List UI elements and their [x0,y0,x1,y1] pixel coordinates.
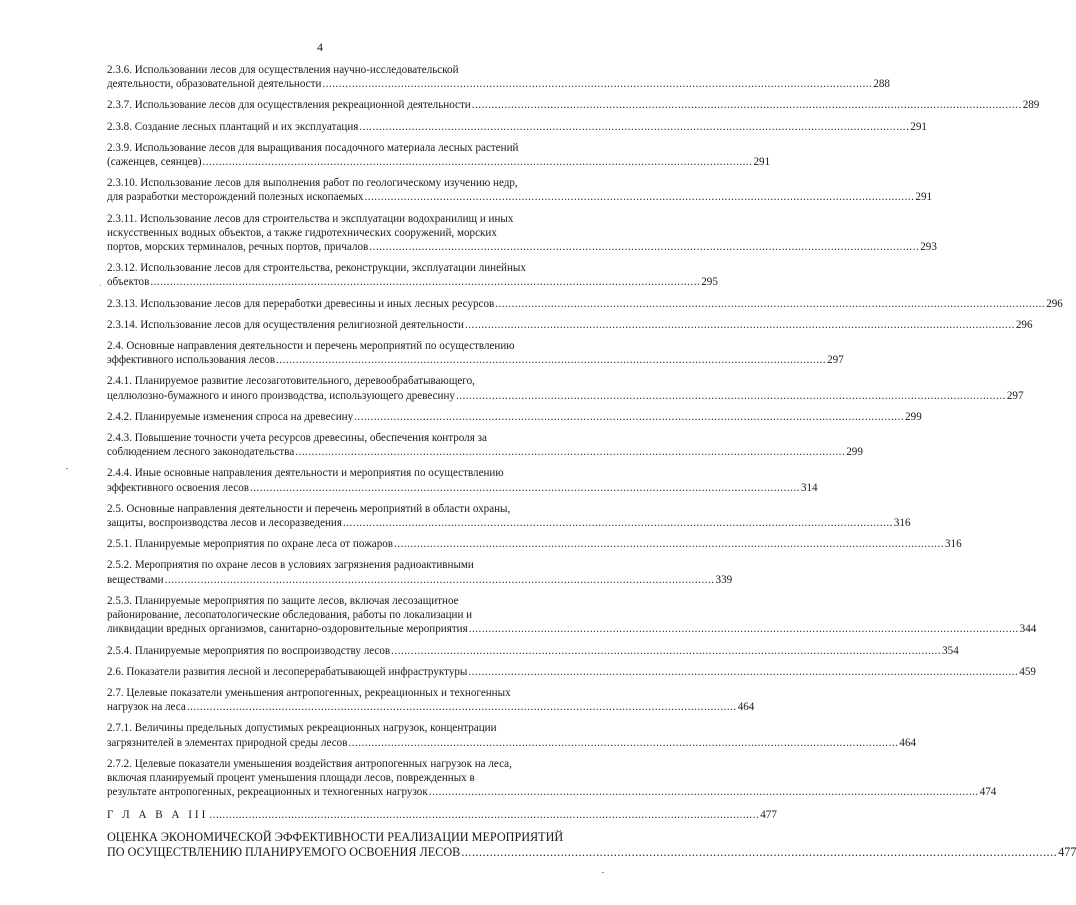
dot-leader [394,537,944,551]
toc-entry-text-line: 2.4.2. Планируемые изменения спроса на древесину [107,410,354,423]
toc-page-number: 344 [1019,623,1037,636]
toc-entry[interactable] [107,686,755,714]
toc-page-number: 316 [893,517,911,530]
toc-leader-line [107,155,771,169]
toc-page-number: 291 [915,191,933,204]
dot-leader [322,77,872,91]
toc-page-number: 291 [910,120,927,133]
toc-page-number: 464 [899,736,917,749]
toc-entry-text-line: 2.3.11. Использование лесов для строительства и эксплуатации водохранилищ и иных [107,212,514,225]
toc-entry-text-line: 2.4. Основные направления деятельности и перечень мероприятий по осуществлению [107,340,515,353]
toc-entry-text-line: 2.5.2. Мероприятия по охране лесов в условиях загрязнения радиоактивными [107,559,474,572]
dot-leader [343,516,893,530]
toc-entry-text-line: эффективного использования лесов [107,354,276,367]
toc-entry[interactable] [107,466,818,494]
dot-leader [465,318,1015,332]
scan-speck [100,285,101,286]
toc-leader-line [107,240,937,254]
dot-leader [150,275,700,289]
toc-page-number: 314 [800,481,818,494]
dot-leader [369,240,919,254]
dot-leader [359,120,909,134]
toc-page-number: 295 [701,276,718,289]
toc-entry[interactable] [107,318,1033,332]
toc-entry[interactable] [107,98,1040,112]
dot-leader [468,665,1018,679]
dot-leader [429,785,979,799]
toc-page-number: 293 [920,241,937,254]
dot-leader [276,353,826,367]
toc-entry[interactable] [107,502,911,530]
toc-entry-text-line: 2.3.8. Создание лесных плантаций и их эксплуатация [107,120,359,133]
toc-leader-line [107,190,933,204]
toc-leader-line [107,120,927,134]
scan-speck [66,468,68,469]
toc-entry-text-line: соблюдением лесного законодательства [107,446,295,459]
toc-entry-text-line: веществами [107,573,164,586]
dot-leader [391,644,941,658]
toc-leader-line [107,318,1033,332]
toc-leader-line [107,275,718,289]
table-of-contents [107,63,1076,867]
dot-leader [203,155,753,169]
toc-leader-line [107,297,1063,311]
toc-final-entry[interactable] [107,829,1076,860]
toc-entry-text-line: 2.7.2. Целевые показатели уменьшения воздействия антропогенных нагрузок на леса, [107,757,512,770]
chapter-label: Г Л А В А III [107,809,209,822]
toc-entry-text-line: 2.5.1. Планируемые мероприятия по охране леса от пожаров [107,538,394,551]
toc-entry-text-line: 2.3.13. Использование лесов для переработки древесины и иных лесных ресурсов [107,297,495,310]
toc-page-number: 291 [753,156,771,169]
toc-leader-line [107,844,1076,860]
toc-leader-line [107,736,917,750]
toc-page-number: 299 [846,446,863,459]
toc-entry-text-line: ОЦЕНКА ЭКОНОМИЧЕСКОЙ ЭФФЕКТИВНОСТИ РЕАЛИЗАЦИИ МЕРОПРИЯТИЙ [107,829,564,844]
dot-leader [295,445,845,459]
toc-entry-text-line: включая планируемый процент уменьшения площади лесов, поврежденных в [107,771,475,784]
dot-leader [456,389,1006,403]
toc-entry-text-line: 2.3.7. Использование лесов для осуществления рекреационной деятельности [107,99,471,112]
toc-leader-line [107,77,890,91]
toc-page-number: 474 [979,786,997,799]
toc-page-number: 289 [1022,99,1040,112]
toc-entry-text-line: результате антропогенных, рекреационных и техногенных нагрузок [107,786,428,799]
toc-entry[interactable] [107,374,1024,402]
toc-entry-text-line: ПО ОСУЩЕСТВЛЕНИЮ ПЛАНИРУЕМОГО ОСВОЕНИЯ ЛЕСОВ [107,844,461,859]
toc-entry[interactable] [107,63,890,91]
toc-entry-text-line: 2.6. Показатели развития лесной и лесоперерабатывающей инфраструктуры [107,665,468,678]
dot-leader [209,808,759,822]
toc-entry-text-line: нагрузок на леса [107,701,186,714]
toc-page-number: 339 [715,573,733,586]
toc-page-number: 459 [1019,665,1036,678]
toc-page-number: 288 [873,78,890,91]
toc-leader-line [107,644,959,658]
toc-entry[interactable] [107,665,1036,679]
toc-entry-text-line: (саженцев, сеянцев) [107,156,202,169]
toc-leader-line [107,410,922,424]
toc-page-number: 464 [737,701,755,714]
toc-entry[interactable] [107,141,771,169]
toc-leader-line [107,353,844,367]
toc-entry-text-line: ликвидации вредных организмов, санитарно-оздоровительные мероприятия [107,623,468,636]
toc-entry[interactable] [107,558,733,586]
toc-entry-text-line: для разработки месторождений полезных ископаемых [107,191,364,204]
toc-entry[interactable] [107,721,917,749]
scan-speck [602,872,604,873]
toc-entry-text-line: 2.3.9. Использование лесов для выращивания посадочного материала лесных растений [107,141,519,154]
toc-entry-text-line: районирование, лесопатологические обследования, работы по локализации и [107,609,473,622]
toc-entry[interactable] [107,644,959,658]
toc-entry-text-line: 2.4.4. Иные основные направления деятельности и мероприятия по осуществлению [107,467,504,480]
toc-leader-line [107,389,1024,403]
toc-entry-text-line: целлюлозно-бумажного и иного производства, использующего древесину [107,389,455,402]
dot-leader [461,845,1057,860]
toc-entry[interactable] [107,757,997,800]
toc-leader-line [107,98,1040,112]
toc-leader-line [107,516,911,530]
toc-page-number: 477 [1058,844,1076,859]
toc-entry-text-line: 2.3.6. Использовании лесов для осуществления научно-исследовательской [107,64,459,76]
toc-entry[interactable] [107,410,922,424]
toc-entry-text-line: 2.7.1. Величины предельных допустимых рекреационных нагрузок, концентрации [107,722,497,735]
toc-leader-line [107,785,997,799]
toc-page-number: 297 [827,354,844,367]
toc-leader-line [107,665,1036,679]
toc-entry-text-line: портов, морских терминалов, речных портов, причалов [107,241,369,254]
page-number: 4 [317,40,323,54]
toc-page-number: 477 [760,809,777,822]
toc-leader-line [107,445,863,459]
toc-entry[interactable] [107,339,844,367]
dot-leader [354,410,904,424]
toc-entry-text-line: 2.5.3. Планируемые мероприятия по защите лесов, включая лесозащитное [107,594,459,607]
toc-entry-text-line: 2.4.3. Повышение точности учета ресурсов древесины, обеспечения контроля за [107,432,487,445]
toc-entry-text-line: эффективного освоения лесов [107,481,249,494]
toc-entry[interactable] [107,212,937,255]
toc-entry-text-line: 2.7. Целевые показатели уменьшения антропогенных, рекреационных и техногенных [107,686,511,699]
toc-page-number: 316 [944,538,962,551]
toc-page-number: 296 [1015,318,1033,331]
toc-entry[interactable] [107,431,863,459]
toc-entry-text-line: объектов [107,276,150,289]
toc-entry-text-line: 2.5. Основные направления деятельности и перечень мероприятий в области охраны, [107,502,511,515]
toc-entry-text-line: 2.4.1. Планируемое развитие лесозаготовительного, деревообрабатывающего, [107,375,475,388]
toc-leader-line [107,537,962,551]
toc-leader-line [107,573,733,587]
toc-entry-text-line: искусственных водных объектов, а также гидротехнических сооружений, морских [107,226,497,239]
toc-entry[interactable] [107,537,962,551]
dot-leader [187,700,737,714]
toc-page-number: 297 [1006,389,1024,402]
dot-leader [348,736,898,750]
toc-leader-line [107,806,777,822]
toc-page-number: 296 [1046,297,1063,310]
toc-entry-text-line: загрязнителей в элементах природной среды лесов [107,736,348,749]
toc-entry[interactable] [107,176,933,204]
toc-entry-text-line: 2.3.12. Использование лесов для строительства, реконструкции, эксплуатации линейных [107,262,526,275]
dot-leader [364,190,914,204]
toc-entry-text-line: 2.3.10. Использование лесов для выполнения работ по геологическому изучению недр, [107,177,518,190]
dot-leader [472,98,1022,112]
toc-page-number: 354 [942,644,959,657]
toc-entry[interactable] [107,261,718,289]
toc-chapter-entry[interactable] [107,806,777,822]
toc-entry-text-line: 2.3.14. Использование лесов для осуществления религиозной деятельности [107,318,464,331]
toc-entry-text-line: деятельности, образовательной деятельности [107,78,322,91]
toc-entry-text-line: 2.5.4. Планируемые мероприятия по воспроизводству лесов [107,644,391,657]
toc-entry[interactable] [107,120,927,134]
dot-leader [469,622,1019,636]
dot-leader [250,481,800,495]
toc-leader-line [107,700,755,714]
toc-page-number: 299 [905,410,922,423]
dot-leader [165,573,715,587]
toc-entry[interactable] [107,594,1037,637]
toc-leader-line [107,481,818,495]
toc-entry[interactable] [107,297,1063,311]
dot-leader [495,297,1045,311]
toc-entry-text-line: защиты, воспроизводства лесов и лесоразведения [107,517,342,530]
toc-leader-line [107,622,1037,636]
